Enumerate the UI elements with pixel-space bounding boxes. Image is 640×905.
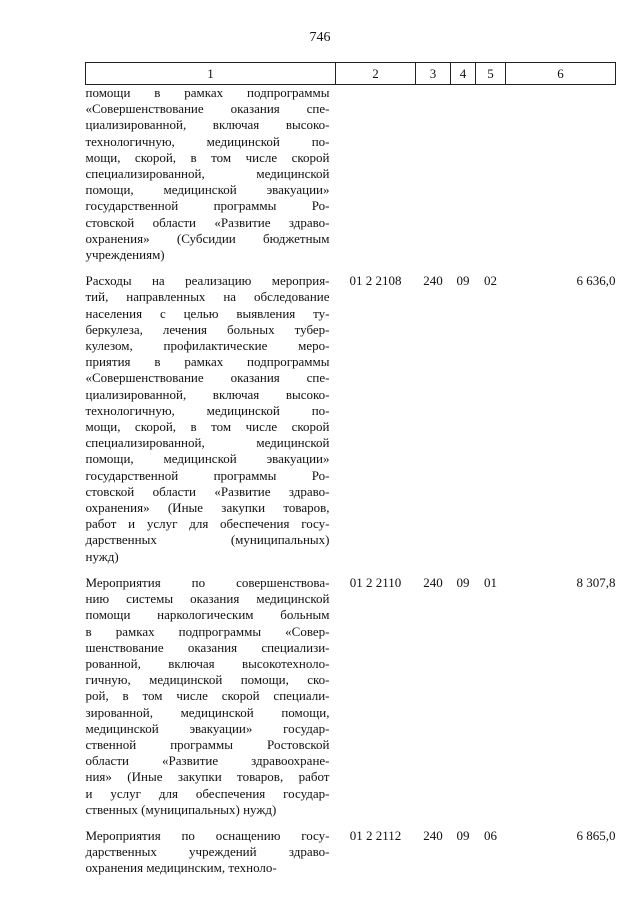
description-line: технологичную, медицинской по-: [85, 133, 330, 149]
description-line: Мероприятия по совершенствова-: [85, 574, 330, 590]
description-line: ственных (муниципальных) нужд): [85, 801, 277, 817]
header-row: [86, 63, 616, 85]
description-line: шенствование оказания специализи-: [85, 639, 330, 655]
row-section: [451, 85, 476, 264]
description-line: гичную, медицинской помощи, ско-: [85, 672, 330, 688]
row-subsection: 06: [484, 827, 497, 843]
table-row: [86, 828, 616, 877]
spacer-cell: [416, 263, 451, 273]
description-line: помощи наркологическим больным: [85, 607, 330, 623]
description-line: «Совершенствование оказания спе-: [85, 370, 330, 386]
spacer-cell: [451, 818, 476, 828]
row-description: [86, 273, 336, 565]
row-amount: 6 636,0: [576, 273, 616, 289]
description-line: в рамках подпрограммы «Совер-: [85, 623, 330, 639]
spacer-cell: [476, 565, 506, 575]
spacer-cell: [476, 818, 506, 828]
row-spacer: [86, 818, 616, 828]
budget-table-container: [85, 62, 615, 877]
description-line: мощи, скорой, в том числе скорой: [85, 419, 330, 435]
spacer-cell: [451, 263, 476, 273]
row-subsection: 02: [484, 273, 497, 289]
spacer-cell: [451, 565, 476, 575]
row-code: [336, 85, 416, 264]
description-line: зированной, медицинской помощи,: [85, 704, 330, 720]
description-line: Мероприятия по оснащению госу-: [85, 827, 330, 843]
description-line: технологичную, медицинской по-: [85, 402, 330, 418]
row-code: 01 2 2108: [349, 273, 402, 289]
row-section: 09: [456, 574, 470, 590]
description-line: мощи, скорой, в том числе скорой: [85, 149, 330, 165]
row-subsection: 01: [484, 574, 497, 590]
description-line: государственной программы Ро-: [85, 198, 330, 214]
description-line: помощи, медицинской эвакуации»: [85, 451, 330, 467]
description-line: циализированной, включая высоко-: [85, 386, 330, 402]
row-expense-type: [416, 85, 451, 264]
description-line: ния» (Иные закупки товаров, работ: [85, 769, 330, 785]
row-description: [86, 85, 336, 264]
row-amount: [506, 85, 616, 264]
header-col-1: 1: [86, 63, 336, 85]
spacer-cell: [416, 818, 451, 828]
table-row: [86, 575, 616, 818]
description-line: помощи в рамках подпрограммы: [85, 85, 330, 100]
description-line: работ и услуг для обеспечения госу-: [85, 516, 330, 532]
spacer-cell: [336, 818, 416, 828]
spacer-cell: [506, 263, 616, 273]
header-col-5: 5: [476, 63, 506, 85]
description-line: ственной программы Ростовской: [85, 736, 330, 752]
row-amount: 6 865,0: [576, 827, 616, 843]
row-spacer: [86, 263, 616, 273]
description-line: приятия в рамках подпрограммы: [85, 354, 330, 370]
table-header: [86, 63, 616, 85]
row-description: [86, 575, 336, 818]
description-line: стовской области «Развитие здраво-: [85, 214, 330, 230]
description-line: охранения» (Иные закупки товаров,: [85, 500, 330, 516]
row-code: 01 2 2110: [349, 574, 402, 590]
description-line: государственной программы Ро-: [85, 467, 330, 483]
description-line: рованной, включая высокотехноло-: [85, 655, 330, 671]
row-description: [86, 828, 336, 877]
row-expense-type: 240: [423, 827, 443, 843]
row-code: 01 2 2112: [349, 827, 402, 843]
description-line: дарственных учреждений здраво-: [85, 844, 330, 860]
header-col-2: 2: [336, 63, 416, 85]
spacer-cell: [336, 565, 416, 575]
description-line: рой, в том числе скорой специали-: [85, 688, 330, 704]
description-line: циализированной, включая высоко-: [85, 117, 330, 133]
spacer-cell: [506, 565, 616, 575]
description-line: специализированной, медицинской: [85, 166, 330, 182]
spacer-cell: [86, 565, 336, 575]
description-line: и услуг для обеспечения государ-: [85, 785, 330, 801]
header-col-4: 4: [451, 63, 476, 85]
page-number: 746: [309, 30, 331, 45]
description-line: медицинской эвакуации» государ-: [85, 720, 330, 736]
header-col-3: 3: [416, 63, 451, 85]
spacer-cell: [86, 263, 336, 273]
description-line: кулезом, профилактические меро-: [85, 338, 330, 354]
description-line: охранения медицинским, техноло-: [85, 860, 277, 876]
description-line: тий, направленных на обследование: [85, 289, 330, 305]
description-line: нию системы оказания медицинской: [85, 591, 330, 607]
row-expense-type: 240: [423, 574, 443, 590]
row-expense-type: 240: [423, 273, 443, 289]
description-line: учреждениям): [85, 247, 165, 263]
description-line: специализированной, медицинской: [85, 435, 330, 451]
description-line: беркулеза, лечения больных тубер-: [85, 321, 330, 337]
description-line: области «Развитие здравоохране-: [85, 753, 330, 769]
spacer-cell: [506, 818, 616, 828]
spacer-cell: [416, 565, 451, 575]
description-line: «Совершенствование оказания спе-: [85, 101, 330, 117]
description-line: Расходы на реализацию мероприя-: [85, 273, 330, 289]
description-line: дарственных (муниципальных): [85, 532, 330, 548]
table-row: [86, 85, 616, 264]
spacer-cell: [86, 818, 336, 828]
row-amount: 8 307,8: [576, 574, 616, 590]
row-section: 09: [456, 827, 470, 843]
description-line: помощи, медицинской эвакуации»: [85, 182, 330, 198]
row-subsection: [476, 85, 506, 264]
row-section: 09: [456, 273, 470, 289]
spacer-cell: [336, 263, 416, 273]
description-line: охранения» (Субсидии бюджетным: [85, 230, 330, 246]
description-line: стовской области «Развитие здраво-: [85, 483, 330, 499]
spacer-cell: [476, 263, 506, 273]
description-line: нужд): [85, 548, 119, 564]
budget-table: [85, 62, 616, 877]
description-line: населения с целью выявления ту-: [85, 305, 330, 321]
table-row: [86, 273, 616, 565]
header-col-6: 6: [506, 63, 616, 85]
row-spacer: [86, 565, 616, 575]
table-body: [86, 85, 616, 877]
